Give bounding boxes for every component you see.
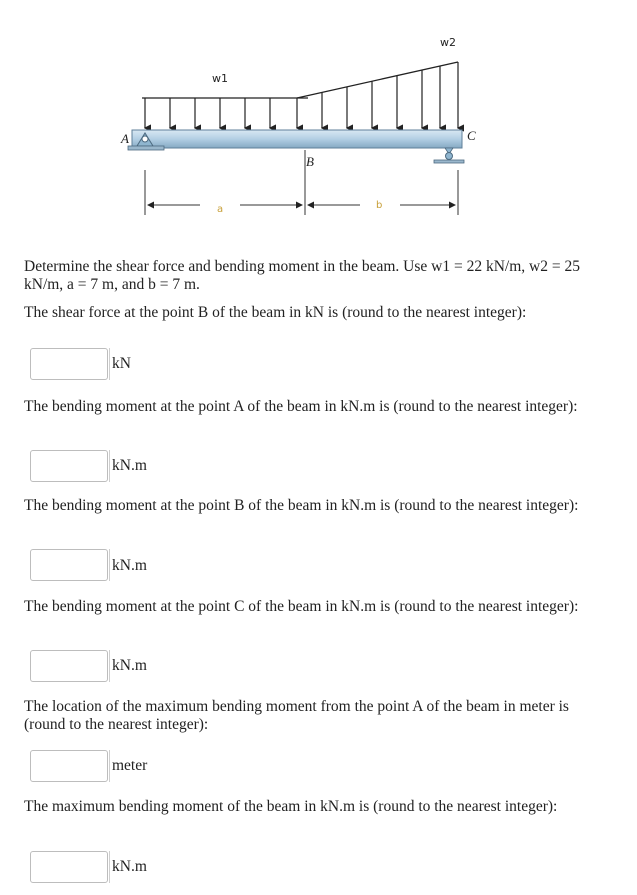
triangular-load-arrows (297, 62, 458, 128)
input-divider (109, 549, 110, 581)
input-divider (109, 450, 110, 482)
input-divider (109, 650, 110, 682)
unit-label: kN.m (112, 858, 147, 875)
label-point-b: B (306, 154, 314, 169)
answer-input-moment-b[interactable] (30, 549, 108, 581)
question-shear-b: The shear force at the point B of the beam in kN is (round to the nearest integer): (24, 304, 527, 321)
input-divider (109, 750, 110, 782)
unit-label: kN.m (112, 457, 147, 474)
question-moment-b: The bending moment at the point B of the beam in kN.m is (round to the nearest integer): (24, 497, 579, 514)
label-w1: w1 (212, 72, 228, 85)
problem-statement: Determine the shear force and bending moment in the beam. Use w1 = 22 kN/m, w2 = 25 kN/m, a = 7 m, and b = 7 m. (24, 258, 580, 293)
question-moment-c: The bending moment at the point C of the beam in kN.m is (round to the nearest integer): (24, 598, 579, 615)
unit-label: meter (112, 757, 148, 774)
answer-input-max-moment[interactable] (30, 851, 108, 883)
roller-support-c (434, 148, 464, 163)
label-point-c: C (467, 128, 476, 143)
label-w2: w2 (440, 36, 456, 49)
input-divider (109, 348, 110, 380)
unit-label: kN (112, 355, 131, 372)
dimension-lines (145, 150, 458, 215)
label-point-a: A (121, 131, 129, 146)
question-moment-a: The bending moment at the point A of the beam in kN.m is (round to the nearest integer): (24, 398, 578, 415)
answer-input-max-moment-location[interactable] (30, 750, 108, 782)
unit-label: kN.m (112, 657, 147, 674)
answer-input-shear-b[interactable] (30, 348, 108, 380)
answer-input-moment-c[interactable] (30, 650, 108, 682)
beam-diagram (0, 0, 637, 235)
question-max-moment-location: The location of the maximum bending moment from the point A of the beam in meter is (round to the nearest integer): (24, 698, 569, 733)
answer-input-moment-a[interactable] (30, 450, 108, 482)
unit-label: kN.m (112, 557, 147, 574)
input-divider (109, 851, 110, 883)
label-dim-b: b (376, 200, 383, 211)
uniform-load-arrows (142, 98, 308, 128)
beam (132, 130, 462, 148)
label-dim-a: a (217, 204, 224, 215)
question-max-moment: The maximum bending moment of the beam in kN.m is (round to the nearest integer): (24, 798, 558, 815)
